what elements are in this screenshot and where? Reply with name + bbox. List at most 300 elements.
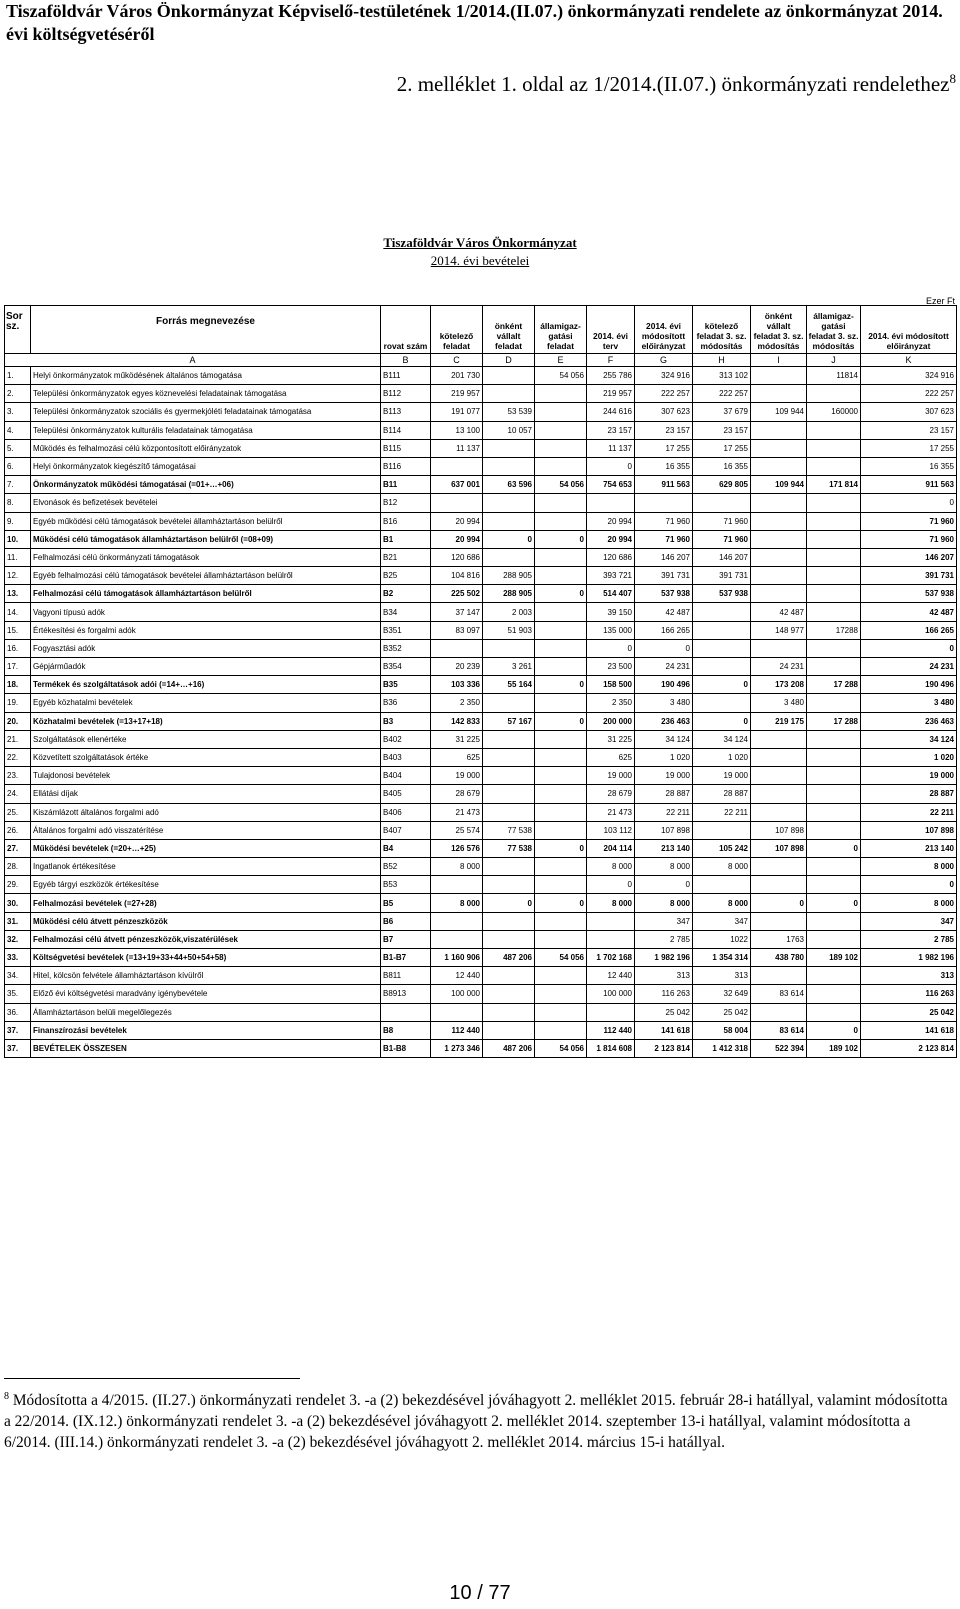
value-c: 13 100 bbox=[431, 421, 483, 439]
value-h: 0 bbox=[693, 712, 751, 730]
value-d: 2 003 bbox=[483, 603, 535, 621]
value-k: 2 123 814 bbox=[861, 1039, 957, 1057]
row-name: Kiszámlázott általános forgalmi adó bbox=[31, 803, 381, 821]
table-body bbox=[5, 367, 957, 1058]
value-g: 71 960 bbox=[635, 530, 693, 548]
value-h: 222 257 bbox=[693, 385, 751, 403]
value-g: 0 bbox=[635, 639, 693, 657]
value-h: 23 157 bbox=[693, 421, 751, 439]
row-name: Egyéb közhatalmi bevételek bbox=[31, 694, 381, 712]
letter-f: F bbox=[587, 354, 635, 367]
value-f: 200 000 bbox=[587, 712, 635, 730]
row-code: B11 bbox=[381, 476, 431, 494]
value-e bbox=[535, 694, 587, 712]
value-g: 2 785 bbox=[635, 930, 693, 948]
value-g: 8 000 bbox=[635, 858, 693, 876]
value-c: 8 000 bbox=[431, 858, 483, 876]
value-k: 213 140 bbox=[861, 839, 957, 857]
table-row bbox=[5, 1039, 957, 1057]
value-k: 2 785 bbox=[861, 930, 957, 948]
value-i bbox=[751, 494, 807, 512]
value-g: 3 480 bbox=[635, 694, 693, 712]
value-h bbox=[693, 639, 751, 657]
value-i: 109 944 bbox=[751, 403, 807, 421]
value-g: 71 960 bbox=[635, 512, 693, 530]
row-name: Működési bevételek (=20+…+25) bbox=[31, 839, 381, 857]
value-k: 3 480 bbox=[861, 694, 957, 712]
value-c bbox=[431, 639, 483, 657]
row-number: 12. bbox=[5, 567, 31, 585]
value-e bbox=[535, 967, 587, 985]
entity-name: Tiszaföldvár Város Önkormányzat bbox=[383, 235, 577, 250]
value-h: 28 887 bbox=[693, 785, 751, 803]
value-f: 135 000 bbox=[587, 621, 635, 639]
value-e bbox=[535, 912, 587, 930]
letter-k: K bbox=[861, 354, 957, 367]
value-h: 146 207 bbox=[693, 548, 751, 566]
value-j: 11814 bbox=[807, 367, 861, 385]
value-i bbox=[751, 967, 807, 985]
row-name: Felhalmozási célú önkormányzati támogatások bbox=[31, 548, 381, 566]
row-number: 19. bbox=[5, 694, 31, 712]
unit-label: Ezer Ft bbox=[925, 296, 955, 306]
table-row bbox=[5, 1003, 957, 1021]
value-d: 3 261 bbox=[483, 658, 535, 676]
value-f: 393 721 bbox=[587, 567, 635, 585]
value-i bbox=[751, 385, 807, 403]
value-e: 0 bbox=[535, 676, 587, 694]
value-j bbox=[807, 858, 861, 876]
value-h: 629 805 bbox=[693, 476, 751, 494]
value-j bbox=[807, 985, 861, 1003]
value-f: 39 150 bbox=[587, 603, 635, 621]
row-number: 15. bbox=[5, 621, 31, 639]
header-source: Forrás megnevezése bbox=[31, 306, 381, 354]
value-d: 0 bbox=[483, 530, 535, 548]
value-i bbox=[751, 767, 807, 785]
value-c bbox=[431, 930, 483, 948]
value-e bbox=[535, 658, 587, 676]
letter-e: E bbox=[535, 354, 587, 367]
value-k: 146 207 bbox=[861, 548, 957, 566]
value-h: 8 000 bbox=[693, 858, 751, 876]
value-i bbox=[751, 803, 807, 821]
value-c: 1 160 906 bbox=[431, 949, 483, 967]
row-name: Értékesítési és forgalmi adók bbox=[31, 621, 381, 639]
row-name: Előző évi költségvetési maradvány igénybevétele bbox=[31, 985, 381, 1003]
value-i bbox=[751, 876, 807, 894]
header-all-mod: államigaz-gatási feladat 3. sz. módosítás bbox=[807, 306, 861, 354]
row-code: B34 bbox=[381, 603, 431, 621]
row-name: Közvetített szolgáltatások értéke bbox=[31, 748, 381, 766]
value-e bbox=[535, 730, 587, 748]
row-number: 17. bbox=[5, 658, 31, 676]
value-j bbox=[807, 567, 861, 585]
value-i bbox=[751, 785, 807, 803]
value-j bbox=[807, 385, 861, 403]
value-i: 1763 bbox=[751, 930, 807, 948]
table-row bbox=[5, 639, 957, 657]
value-c: 191 077 bbox=[431, 403, 483, 421]
value-c: 112 440 bbox=[431, 1021, 483, 1039]
value-i bbox=[751, 639, 807, 657]
value-d bbox=[483, 803, 535, 821]
value-h: 0 bbox=[693, 676, 751, 694]
table-header bbox=[5, 306, 957, 367]
value-g: 17 255 bbox=[635, 439, 693, 457]
value-i bbox=[751, 585, 807, 603]
value-i bbox=[751, 567, 807, 585]
value-e bbox=[535, 803, 587, 821]
value-e bbox=[535, 639, 587, 657]
row-name: Egyéb működési célú támogatások bevételei államháztartáson belülről bbox=[31, 512, 381, 530]
value-h bbox=[693, 494, 751, 512]
value-g: 190 496 bbox=[635, 676, 693, 694]
value-g: 16 355 bbox=[635, 457, 693, 475]
value-k: 190 496 bbox=[861, 676, 957, 694]
entity-subtitle bbox=[0, 252, 960, 270]
value-i: 173 208 bbox=[751, 676, 807, 694]
value-g: 537 938 bbox=[635, 585, 693, 603]
value-h: 25 042 bbox=[693, 1003, 751, 1021]
value-k: 17 255 bbox=[861, 439, 957, 457]
value-j bbox=[807, 658, 861, 676]
value-e bbox=[535, 1021, 587, 1039]
value-j: 189 102 bbox=[807, 949, 861, 967]
value-d bbox=[483, 694, 535, 712]
table-row bbox=[5, 985, 957, 1003]
value-h bbox=[693, 621, 751, 639]
value-k: 25 042 bbox=[861, 1003, 957, 1021]
value-e bbox=[535, 930, 587, 948]
value-c: 225 502 bbox=[431, 585, 483, 603]
value-k: 537 938 bbox=[861, 585, 957, 603]
row-code: B352 bbox=[381, 639, 431, 657]
row-number: 25. bbox=[5, 803, 31, 821]
value-d bbox=[483, 639, 535, 657]
row-number: 32. bbox=[5, 930, 31, 948]
value-h bbox=[693, 603, 751, 621]
value-f: 158 500 bbox=[587, 676, 635, 694]
row-name: Elvonások és befizetések bevételei bbox=[31, 494, 381, 512]
value-g: 141 618 bbox=[635, 1021, 693, 1039]
row-number: 24. bbox=[5, 785, 31, 803]
value-k: 141 618 bbox=[861, 1021, 957, 1039]
value-f: 23 157 bbox=[587, 421, 635, 439]
value-f bbox=[587, 494, 635, 512]
document-header bbox=[6, 0, 956, 46]
row-name: Helyi önkormányzatok működésének általános támogatása bbox=[31, 367, 381, 385]
value-d bbox=[483, 930, 535, 948]
row-code: B404 bbox=[381, 767, 431, 785]
row-code: B4 bbox=[381, 839, 431, 857]
value-d: 10 057 bbox=[483, 421, 535, 439]
row-code: B8913 bbox=[381, 985, 431, 1003]
letter-row bbox=[5, 354, 957, 367]
row-code bbox=[381, 1003, 431, 1021]
value-j bbox=[807, 603, 861, 621]
value-d bbox=[483, 967, 535, 985]
value-h: 17 255 bbox=[693, 439, 751, 457]
value-d bbox=[483, 439, 535, 457]
value-h: 537 938 bbox=[693, 585, 751, 603]
letter-i: I bbox=[751, 354, 807, 367]
value-c: 20 994 bbox=[431, 530, 483, 548]
row-code: B35 bbox=[381, 676, 431, 694]
row-code: B52 bbox=[381, 858, 431, 876]
value-d bbox=[483, 1003, 535, 1021]
value-c: 126 576 bbox=[431, 839, 483, 857]
value-d: 55 164 bbox=[483, 676, 535, 694]
value-c: 12 440 bbox=[431, 967, 483, 985]
value-k: 307 623 bbox=[861, 403, 957, 421]
value-g: 213 140 bbox=[635, 839, 693, 857]
row-name: Termékek és szolgáltatások adói (=14+…+16) bbox=[31, 676, 381, 694]
table-row bbox=[5, 585, 957, 603]
value-d bbox=[483, 512, 535, 530]
table-row bbox=[5, 967, 957, 985]
value-d bbox=[483, 494, 535, 512]
letter-d: D bbox=[483, 354, 535, 367]
row-number: 3. bbox=[5, 403, 31, 421]
value-h: 19 000 bbox=[693, 767, 751, 785]
value-c bbox=[431, 457, 483, 475]
footnote-separator bbox=[4, 1378, 300, 1379]
value-c bbox=[431, 876, 483, 894]
value-g bbox=[635, 494, 693, 512]
row-code: B406 bbox=[381, 803, 431, 821]
value-e bbox=[535, 767, 587, 785]
value-d bbox=[483, 767, 535, 785]
value-d bbox=[483, 748, 535, 766]
value-k: 34 124 bbox=[861, 730, 957, 748]
annex-title bbox=[0, 66, 956, 97]
value-c: 21 473 bbox=[431, 803, 483, 821]
row-number: 31. bbox=[5, 912, 31, 930]
value-e: 54 056 bbox=[535, 949, 587, 967]
table-row bbox=[5, 821, 957, 839]
row-name: Települési önkormányzatok kulturális feladatainak támogatása bbox=[31, 421, 381, 439]
row-number: 34. bbox=[5, 967, 31, 985]
value-h: 37 679 bbox=[693, 403, 751, 421]
value-c: 11 137 bbox=[431, 439, 483, 457]
value-e bbox=[535, 821, 587, 839]
footnote-text: Módosította a 4/2015. (II.27.) önkormányzati rendelet 3. -a (2) bekezdésével jóváhagyott 2. melléklet 2015. február 28-i hatállyal, valamint módosította a 22/2014. (IX.12.) önkormányzati rendelet 3. -a (2) bekezdésével jóváhagyott 2. melléklet 2014. szeptember 13-i hatállyal, valamint módosította a 6/2014. (III.14.) önkormányzati rendelet 3. -a (2) bekezdésével jóváhagyott 2. melléklet 2014. március 15-i hatállyal. bbox=[4, 1392, 948, 1451]
value-j bbox=[807, 912, 861, 930]
value-c: 8 000 bbox=[431, 894, 483, 912]
value-i bbox=[751, 439, 807, 457]
row-name: Felhalmozási bevételek (=27+28) bbox=[31, 894, 381, 912]
row-code: B402 bbox=[381, 730, 431, 748]
table-row bbox=[5, 439, 957, 457]
value-j bbox=[807, 803, 861, 821]
value-d bbox=[483, 385, 535, 403]
value-d bbox=[483, 1021, 535, 1039]
value-c: 83 097 bbox=[431, 621, 483, 639]
row-number: 16. bbox=[5, 639, 31, 657]
header-kot-mod: kötelező feladat 3. sz. módosítás bbox=[693, 306, 751, 354]
value-k: 222 257 bbox=[861, 385, 957, 403]
header-rovat: rovat szám bbox=[381, 306, 431, 354]
table-row bbox=[5, 548, 957, 566]
row-code: B407 bbox=[381, 821, 431, 839]
table-row bbox=[5, 367, 957, 385]
row-code: B6 bbox=[381, 912, 431, 930]
header-onkent: önként vállalt feladat bbox=[483, 306, 535, 354]
value-c: 20 994 bbox=[431, 512, 483, 530]
value-f: 31 225 bbox=[587, 730, 635, 748]
row-code: B53 bbox=[381, 876, 431, 894]
row-name: Helyi önkormányzatok kiegészítő támogatásai bbox=[31, 457, 381, 475]
value-k: 236 463 bbox=[861, 712, 957, 730]
row-code: B12 bbox=[381, 494, 431, 512]
value-i: 148 977 bbox=[751, 621, 807, 639]
value-j bbox=[807, 821, 861, 839]
footnote-ref: 8 bbox=[4, 1391, 9, 1402]
value-j bbox=[807, 785, 861, 803]
value-h bbox=[693, 876, 751, 894]
value-h bbox=[693, 658, 751, 676]
row-name: Szolgáltatások ellenértéke bbox=[31, 730, 381, 748]
value-i bbox=[751, 421, 807, 439]
value-f bbox=[587, 912, 635, 930]
value-d: 288 905 bbox=[483, 585, 535, 603]
value-k: 911 563 bbox=[861, 476, 957, 494]
row-code: B5 bbox=[381, 894, 431, 912]
value-e: 54 056 bbox=[535, 367, 587, 385]
value-k: 324 916 bbox=[861, 367, 957, 385]
value-i: 107 898 bbox=[751, 821, 807, 839]
value-h: 391 731 bbox=[693, 567, 751, 585]
value-i bbox=[751, 858, 807, 876]
row-code: B403 bbox=[381, 748, 431, 766]
value-j: 0 bbox=[807, 1021, 861, 1039]
value-f: 12 440 bbox=[587, 967, 635, 985]
row-code: B8 bbox=[381, 1021, 431, 1039]
row-number: 18. bbox=[5, 676, 31, 694]
value-i bbox=[751, 748, 807, 766]
row-code: B113 bbox=[381, 403, 431, 421]
value-h bbox=[693, 821, 751, 839]
value-f bbox=[587, 930, 635, 948]
table-row bbox=[5, 530, 957, 548]
value-h: 1 412 318 bbox=[693, 1039, 751, 1057]
value-c bbox=[431, 1003, 483, 1021]
value-i: 83 614 bbox=[751, 985, 807, 1003]
header-allamigaz: államigaz-gatási feladat bbox=[535, 306, 587, 354]
value-f: 244 616 bbox=[587, 403, 635, 421]
value-d: 487 206 bbox=[483, 1039, 535, 1057]
value-k: 347 bbox=[861, 912, 957, 930]
row-name: Települési önkormányzatok szociális és gyermekjóléti feladatainak támogatása bbox=[31, 403, 381, 421]
value-d bbox=[483, 858, 535, 876]
value-j: 17 288 bbox=[807, 712, 861, 730]
value-j bbox=[807, 585, 861, 603]
row-number: 21. bbox=[5, 730, 31, 748]
value-c: 2 350 bbox=[431, 694, 483, 712]
value-h: 105 242 bbox=[693, 839, 751, 857]
table-row bbox=[5, 603, 957, 621]
value-h: 34 124 bbox=[693, 730, 751, 748]
value-e bbox=[535, 858, 587, 876]
row-number: 20. bbox=[5, 712, 31, 730]
row-code: B114 bbox=[381, 421, 431, 439]
value-j bbox=[807, 1003, 861, 1021]
row-name: Ingatlanok értékesítése bbox=[31, 858, 381, 876]
table-row bbox=[5, 839, 957, 857]
value-i bbox=[751, 548, 807, 566]
value-f: 8 000 bbox=[587, 858, 635, 876]
row-number: 4. bbox=[5, 421, 31, 439]
table-row bbox=[5, 457, 957, 475]
value-j bbox=[807, 548, 861, 566]
value-c: 104 816 bbox=[431, 567, 483, 585]
letter-h: H bbox=[693, 354, 751, 367]
value-j bbox=[807, 512, 861, 530]
value-d: 487 206 bbox=[483, 949, 535, 967]
value-e bbox=[535, 603, 587, 621]
row-name: Egyéb tárgyi eszközök értékesítése bbox=[31, 876, 381, 894]
value-h: 71 960 bbox=[693, 512, 751, 530]
row-number: 23. bbox=[5, 767, 31, 785]
value-g: 0 bbox=[635, 876, 693, 894]
row-code: B351 bbox=[381, 621, 431, 639]
value-j bbox=[807, 748, 861, 766]
row-number: 26. bbox=[5, 821, 31, 839]
value-g: 22 211 bbox=[635, 803, 693, 821]
value-g: 347 bbox=[635, 912, 693, 930]
value-j bbox=[807, 694, 861, 712]
value-g: 1 020 bbox=[635, 748, 693, 766]
value-d bbox=[483, 730, 535, 748]
row-name: Államháztartáson belüli megelőlegezés bbox=[31, 1003, 381, 1021]
value-e bbox=[535, 494, 587, 512]
row-code: B116 bbox=[381, 457, 431, 475]
entity-title bbox=[0, 234, 960, 252]
row-number: 27. bbox=[5, 839, 31, 857]
value-j bbox=[807, 876, 861, 894]
value-e: 0 bbox=[535, 894, 587, 912]
value-e bbox=[535, 403, 587, 421]
value-d: 57 167 bbox=[483, 712, 535, 730]
value-k: 1 982 196 bbox=[861, 949, 957, 967]
value-j bbox=[807, 930, 861, 948]
value-e bbox=[535, 1003, 587, 1021]
annex-footnote-ref[interactable]: 8 bbox=[949, 71, 956, 86]
value-h: 32 649 bbox=[693, 985, 751, 1003]
value-e bbox=[535, 512, 587, 530]
value-g: 222 257 bbox=[635, 385, 693, 403]
table-row bbox=[5, 930, 957, 948]
value-i: 42 487 bbox=[751, 603, 807, 621]
value-d: 0 bbox=[483, 894, 535, 912]
value-i: 219 175 bbox=[751, 712, 807, 730]
row-number: 29. bbox=[5, 876, 31, 894]
value-i: 24 231 bbox=[751, 658, 807, 676]
value-d: 77 538 bbox=[483, 839, 535, 857]
page-number: 10 / 77 bbox=[449, 1582, 511, 1604]
value-h: 1 354 314 bbox=[693, 949, 751, 967]
value-d bbox=[483, 876, 535, 894]
letter-b: B bbox=[381, 354, 431, 367]
row-number: 37. bbox=[5, 1039, 31, 1057]
value-e bbox=[535, 621, 587, 639]
value-h: 313 102 bbox=[693, 367, 751, 385]
value-g: 313 bbox=[635, 967, 693, 985]
value-g: 307 623 bbox=[635, 403, 693, 421]
header-mod-eloir-2: 2014. évi módosított előirányzat bbox=[861, 306, 957, 354]
value-k: 0 bbox=[861, 494, 957, 512]
